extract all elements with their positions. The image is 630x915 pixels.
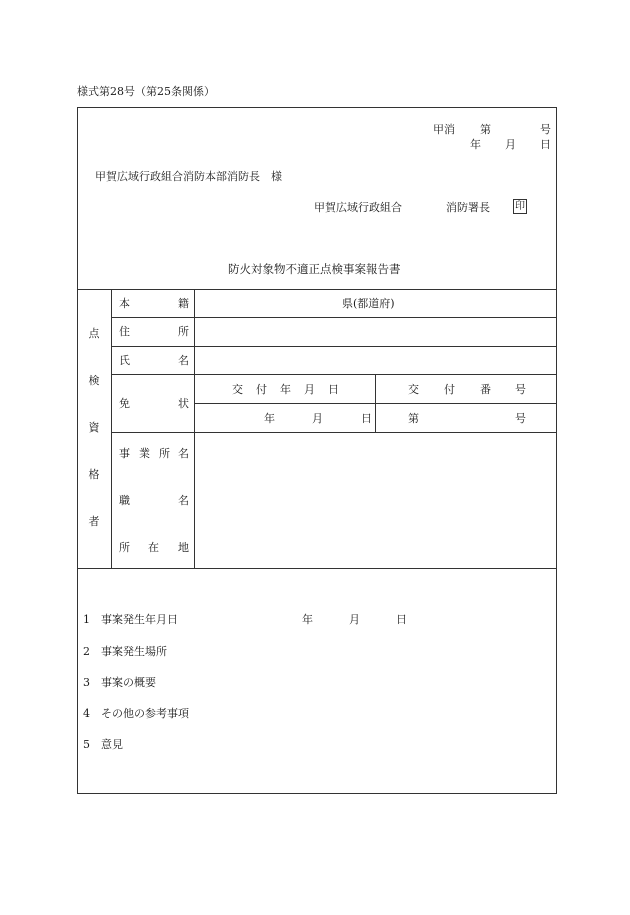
position-label: 名 — [178, 494, 189, 507]
item-number: 5 — [83, 738, 90, 751]
section-label-char: 点 — [88, 327, 100, 340]
row-line-4 — [111, 432, 557, 433]
license-dai: 第 — [408, 412, 419, 425]
issue-date-header-char: 月 — [304, 383, 315, 396]
seal-stamp: 印 — [515, 201, 525, 212]
issue-number-header-char: 番 — [480, 383, 491, 396]
license-col-divider — [375, 374, 376, 432]
license-label: 免 — [119, 397, 130, 410]
issue-date-header-char: 交 — [232, 383, 243, 396]
form-number: 様式第28号（第25条関係） — [77, 85, 215, 98]
license-go: 号 — [515, 412, 526, 425]
shimei-label: 氏 — [119, 354, 130, 367]
position-label: 職 — [119, 494, 130, 507]
item-number: 2 — [83, 645, 90, 658]
location-label: 所 — [119, 541, 130, 554]
item-number: 1 — [83, 613, 90, 626]
doc-dai: 第 — [480, 123, 491, 136]
license-day: 日 — [361, 412, 372, 425]
table-top-line — [77, 289, 557, 290]
doc-month: 月 — [505, 138, 516, 151]
item-number: 4 — [83, 707, 90, 720]
workplace-name-label: 名 — [178, 447, 189, 460]
section-label-char: 格 — [88, 468, 100, 481]
section-label-divider — [111, 289, 112, 569]
doc-day: 日 — [540, 138, 551, 151]
doc-prefix: 甲消 — [433, 123, 455, 136]
section-label-char: 資 — [88, 421, 100, 434]
honseki-label: 籍 — [178, 297, 189, 310]
license-year: 年 — [264, 412, 275, 425]
shimei-label: 名 — [178, 354, 189, 367]
section-label-char: 検 — [88, 374, 100, 387]
issue-number-header-char: 号 — [515, 383, 526, 396]
location-label: 在 — [148, 541, 159, 554]
issue-date-header-char: 日 — [328, 383, 339, 396]
item-label: 事案の概要 — [101, 676, 156, 689]
item-number: 3 — [83, 676, 90, 689]
jusho-label: 住 — [119, 325, 130, 338]
issue-date-header-char: 付 — [256, 383, 267, 396]
honseki-label: 本 — [119, 297, 130, 310]
section-label-char: 者 — [88, 515, 100, 528]
row-line-3 — [111, 374, 557, 375]
issue-number-header-char: 付 — [444, 383, 455, 396]
item-day: 日 — [396, 613, 407, 626]
issue-date-header-char: 年 — [280, 383, 291, 396]
license-label: 状 — [178, 397, 189, 410]
sender-org: 甲賀広域行政組合 — [314, 201, 402, 214]
table-bottom-line — [77, 568, 557, 569]
addressee: 甲賀広域行政組合消防本部消防長 様 — [95, 170, 282, 183]
doc-year: 年 — [470, 138, 481, 151]
document-title: 防火対象物不適正点検事案報告書 — [228, 262, 401, 276]
item-month: 月 — [349, 613, 360, 626]
workplace-name-label: 所 — [159, 447, 170, 460]
item-label: 意見 — [101, 738, 123, 751]
workplace-name-label: 業 — [139, 447, 150, 460]
item-year: 年 — [302, 613, 313, 626]
jusho-label: 所 — [178, 325, 189, 338]
issue-number-header-char: 交 — [408, 383, 419, 396]
location-label: 地 — [178, 541, 189, 554]
sender-title: 消防署長 — [446, 201, 490, 214]
license-month: 月 — [312, 412, 323, 425]
item-label: 事案発生年月日 — [101, 613, 178, 626]
field-label-divider — [194, 289, 195, 569]
row-line-1 — [111, 317, 557, 318]
item-label: 事案発生場所 — [101, 645, 167, 658]
item-label: その他の参考事項 — [101, 707, 189, 720]
row-line-2 — [111, 346, 557, 347]
workplace-name-label: 事 — [119, 447, 130, 460]
doc-go: 号 — [540, 123, 551, 136]
honseki-value: 県(都道府) — [342, 297, 395, 310]
